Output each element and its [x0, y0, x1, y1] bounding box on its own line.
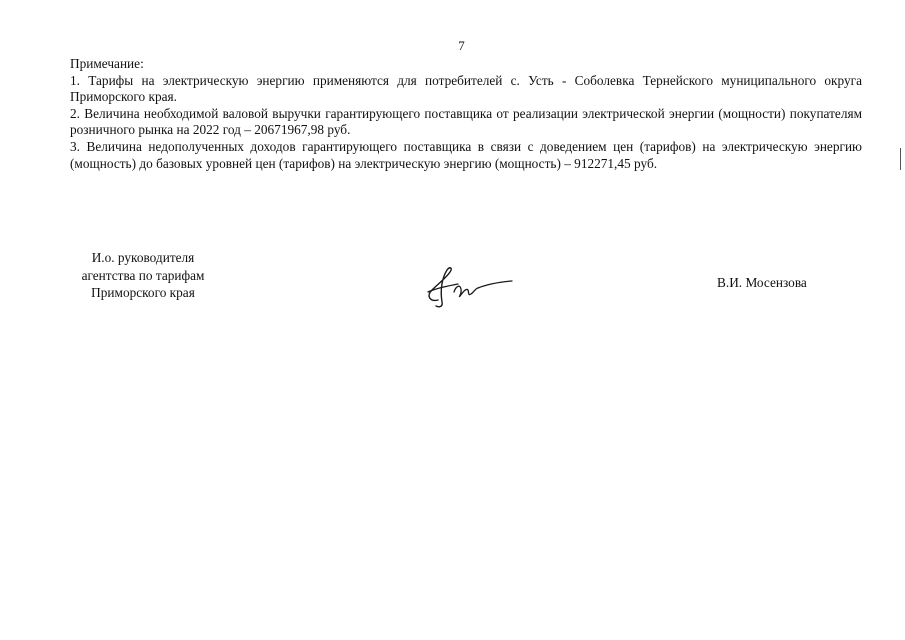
page-number: 7	[458, 38, 465, 53]
signatory-position-line: Приморского края	[91, 285, 195, 300]
signatory-position-line: И.о. руководителя	[91, 250, 195, 265]
note-item-3: 3. Величина недополученных доходов гарантирующего поставщика в связи с доведением цен (тарифов) на электрическую энергию (мощность) до базовых уровней цен (тарифов) на электрическую энергию (мощность) – 912271,45 руб.	[70, 138, 862, 171]
handwritten-signature	[420, 262, 515, 310]
scan-edge-mark	[900, 148, 901, 170]
note-item-1: 1. Тарифы на электрическую энергию применяются для потребителей с. Усть - Соболевка Тернейского муниципального округа Приморского края.	[70, 72, 862, 105]
notes-heading: Примечание:	[70, 56, 144, 71]
signer-name: В.И. Мосензова	[717, 275, 807, 290]
note-item-2: 2. Величина необходимой валовой выручки гарантирующего поставщика от реализации электрической энергии (мощности) покупателям розничного рынка на 2022 год – 20671967,98 руб.	[70, 105, 862, 138]
signatory-position-line: агентства по тарифам	[81, 267, 205, 283]
notes-section	[70, 56, 862, 172]
signatory-position	[64, 249, 222, 302]
